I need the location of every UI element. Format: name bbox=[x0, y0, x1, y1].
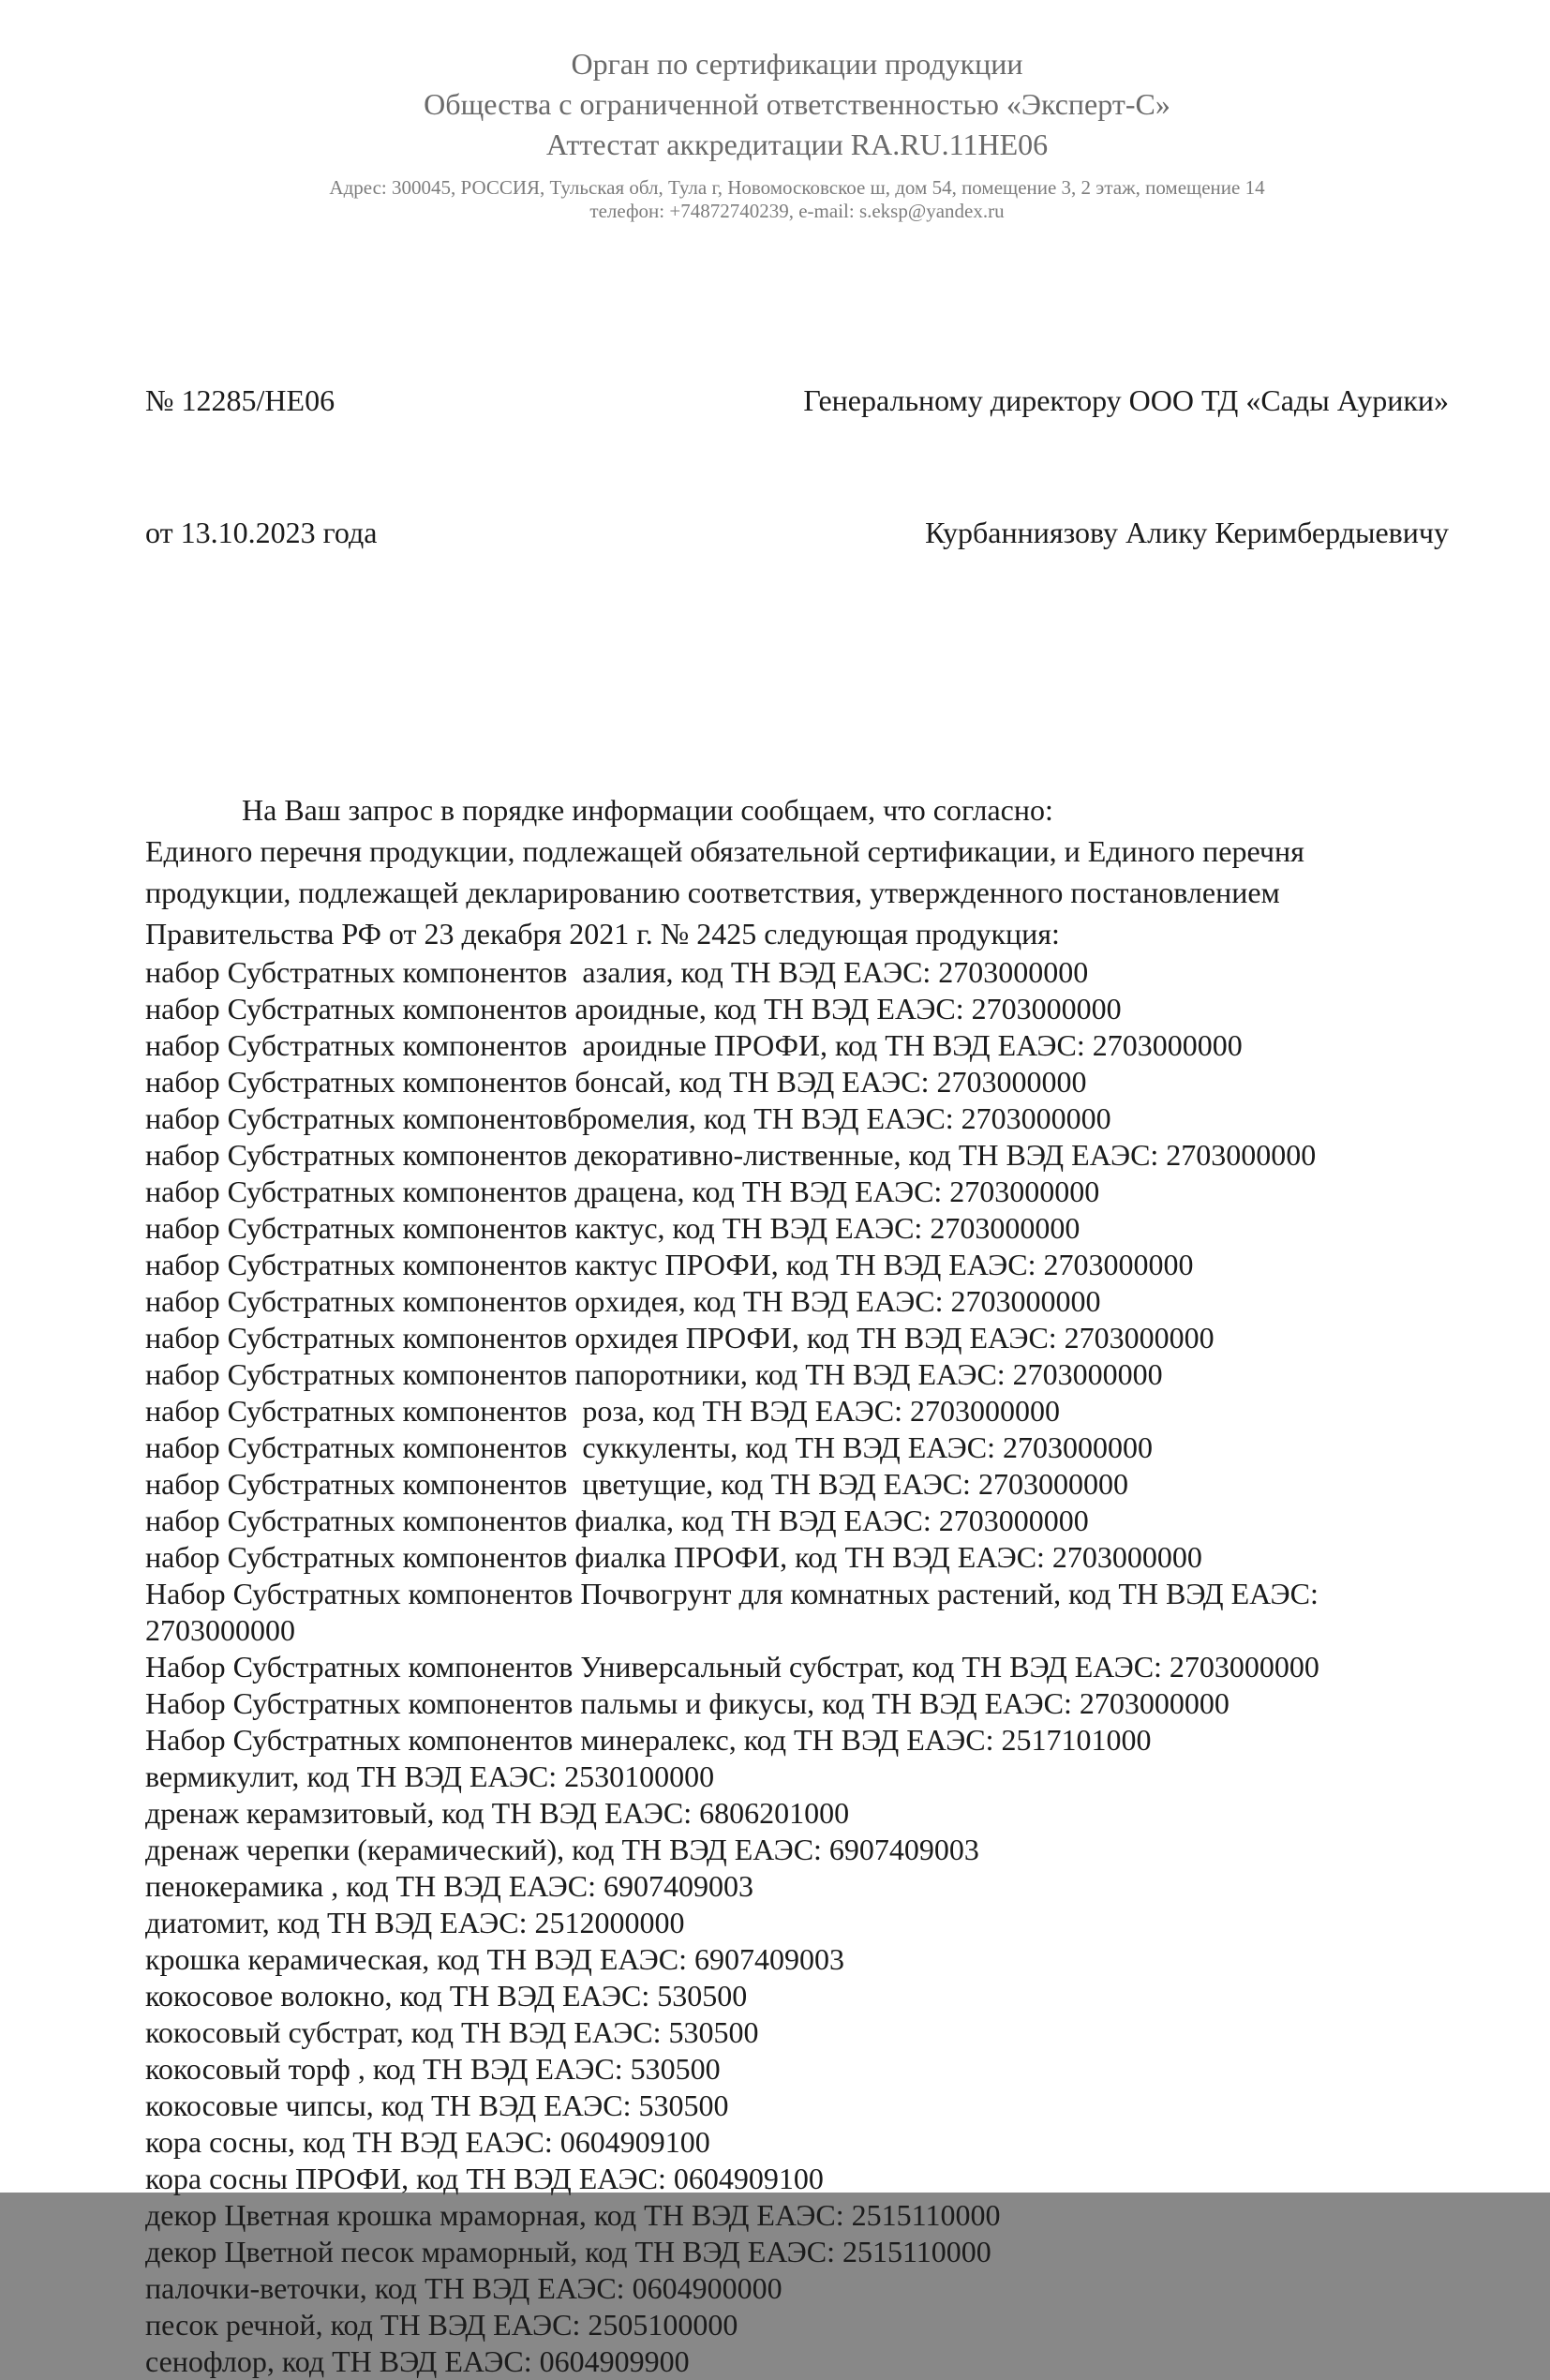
reference-block bbox=[145, 291, 377, 643]
list-item: набор Субстратных компонентов орхидея, код ТН ВЭД ЕАЭС: 2703000000 bbox=[145, 1284, 1101, 1318]
list-item: песок речной, код ТН ВЭД ЕАЭС: 2505100000 bbox=[145, 2308, 738, 2342]
letterhead bbox=[145, 44, 1449, 223]
list-item: набор Субстратных компонентов цветущие, код ТН ВЭД ЕАЭС: 2703000000 bbox=[145, 1467, 1128, 1501]
accreditation-number: Аттестат аккредитации RA.RU.11НЕ06 bbox=[545, 127, 1049, 161]
reference-date: от 13.10.2023 года bbox=[145, 516, 378, 549]
reference-number: № 12285/НЕ06 bbox=[145, 383, 335, 417]
org-title: Орган по сертификации продукции bbox=[571, 47, 1023, 81]
list-item: кора сосны, код ТН ВЭД ЕАЭС: 0604909100 bbox=[145, 2125, 710, 2159]
list-item: крошка керамическая, код ТН ВЭД ЕАЭС: 6907409003 bbox=[145, 1942, 845, 1976]
intro-line: продукции, подлежащей декларированию соответствия, утвержденного постановлением bbox=[145, 876, 1280, 909]
intro-line: Правительства РФ от 23 декабря 2021 г. № 2425 следующая продукция: bbox=[145, 917, 1060, 951]
recipient-name: Курбанниязову Алику Керимбердыевичу bbox=[925, 516, 1449, 549]
org-address: Адрес: 300045, РОССИЯ, Тульская обл, Тула г, Новомосковское ш, дом 54, помещение 3, 2 этаж, помещение 14 bbox=[329, 176, 1265, 199]
product-list bbox=[145, 954, 1449, 2380]
org-contact: телефон: +74872740239, e-mail: s.eksp@yandex.ru bbox=[589, 200, 1005, 222]
list-item: дренаж керамзитовый, код ТН ВЭД ЕАЭС: 6806201000 bbox=[145, 1796, 850, 1830]
list-item: Набор Субстратных компонентов Почвогрунт для комнатных растений, код ТН ВЭД ЕАЭС: 2703000000 bbox=[145, 1577, 1326, 1647]
list-item: кора сосны ПРОФИ, код ТН ВЭД ЕАЭС: 0604909100 bbox=[145, 2162, 824, 2195]
recipient-title: Генеральному директору ООО ТД «Сады Аурики» bbox=[803, 383, 1449, 417]
recipient-block bbox=[803, 291, 1449, 643]
list-item: дренаж черепки (керамический), код ТН ВЭД ЕАЭС: 6907409003 bbox=[145, 1833, 979, 1866]
list-item: набор Субстратных компонентов фиалка ПРОФИ, код ТН ВЭД ЕАЭС: 2703000000 bbox=[145, 1540, 1202, 1574]
list-item: Набор Субстратных компонентов пальмы и фикусы, код ТН ВЭД ЕАЭС: 2703000000 bbox=[145, 1686, 1230, 1720]
letterhead-details bbox=[145, 176, 1449, 223]
intro-line: На Ваш запрос в порядке информации сообщаем, что согласно: bbox=[242, 793, 1053, 827]
list-item: кокосовый торф , код ТН ВЭД ЕАЭС: 530500 bbox=[145, 2052, 721, 2086]
list-item: декор Цветная крошка мраморная, код ТН ВЭД ЕАЭС: 2515110000 bbox=[145, 2198, 1001, 2232]
list-item: набор Субстратных компонентов орхидея ПРОФИ, код ТН ВЭД ЕАЭС: 2703000000 bbox=[145, 1321, 1215, 1355]
org-name: Общества с ограниченной ответственностью «Эксперт-С» bbox=[424, 87, 1170, 121]
list-item: Набор Субстратных компонентов минералекс, код ТН ВЭД ЕАЭС: 2517101000 bbox=[145, 1723, 1152, 1757]
intro-line: Единого перечня продукции, подлежащей обязательной сертификации, и Единого перечня bbox=[145, 834, 1304, 868]
list-item: набор Субстратных компонентов драцена, код ТН ВЭД ЕАЭС: 2703000000 bbox=[145, 1175, 1100, 1208]
intro-paragraph bbox=[145, 789, 1449, 954]
list-item: палочки-веточки, код ТН ВЭД ЕАЭС: 0604900000 bbox=[145, 2271, 782, 2305]
list-item: набор Субстратных компонентовбромелия, код ТН ВЭД ЕАЭС: 2703000000 bbox=[145, 1101, 1111, 1135]
list-item: кокосовые чипсы, код ТН ВЭД ЕАЭС: 530500 bbox=[145, 2088, 729, 2122]
list-item: набор Субстратных компонентов кактус, код ТН ВЭД ЕАЭС: 2703000000 bbox=[145, 1211, 1081, 1245]
list-item: набор Субстратных компонентов фиалка, код ТН ВЭД ЕАЭС: 2703000000 bbox=[145, 1504, 1089, 1537]
list-item: кокосовый субстрат, код ТН ВЭД ЕАЭС: 530500 bbox=[145, 2015, 759, 2049]
list-item: набор Субстратных компонентов папоротники, код ТН ВЭД ЕАЭС: 2703000000 bbox=[145, 1357, 1163, 1391]
list-item: набор Субстратных компонентов азалия, код ТН ВЭД ЕАЭС: 2703000000 bbox=[145, 955, 1089, 989]
list-item: набор Субстратных компонентов ароидные, код ТН ВЭД ЕАЭС: 2703000000 bbox=[145, 992, 1122, 1025]
list-item: декор Цветной песок мраморный, код ТН ВЭД ЕАЭС: 2515110000 bbox=[145, 2235, 991, 2268]
list-item: набор Субстратных компонентов суккуленты, код ТН ВЭД ЕАЭС: 2703000000 bbox=[145, 1430, 1153, 1464]
list-item: Набор Субстратных компонентов Универсальный субстрат, код ТН ВЭД ЕАЭС: 2703000000 bbox=[145, 1650, 1319, 1684]
list-item: вермикулит, код ТН ВЭД ЕАЭС: 2530100000 bbox=[145, 1759, 715, 1793]
list-item: набор Субстратных компонентов кактус ПРОФИ, код ТН ВЭД ЕАЭС: 2703000000 bbox=[145, 1248, 1194, 1281]
list-item: сенофлор, код ТН ВЭД ЕАЭС: 0604909900 bbox=[145, 2344, 690, 2378]
list-item: набор Субстратных компонентов бонсай, код ТН ВЭД ЕАЭС: 2703000000 bbox=[145, 1065, 1087, 1099]
list-item: набор Субстратных компонентов роза, код ТН ВЭД ЕАЭС: 2703000000 bbox=[145, 1394, 1060, 1428]
list-item: пенокерамика , код ТН ВЭД ЕАЭС: 6907409003 bbox=[145, 1869, 754, 1903]
list-item: диатомит, код ТН ВЭД ЕАЭС: 2512000000 bbox=[145, 1906, 685, 1939]
list-item: набор Субстратных компонентов декоративно-лиственные, код ТН ВЭД ЕАЭС: 2703000000 bbox=[145, 1138, 1317, 1172]
reference-row bbox=[145, 291, 1449, 643]
list-item: кокосовое волокно, код ТН ВЭД ЕАЭС: 530500 bbox=[145, 1979, 748, 2013]
list-item: набор Субстратных компонентов ароидные ПРОФИ, код ТН ВЭД ЕАЭС: 2703000000 bbox=[145, 1028, 1243, 1062]
